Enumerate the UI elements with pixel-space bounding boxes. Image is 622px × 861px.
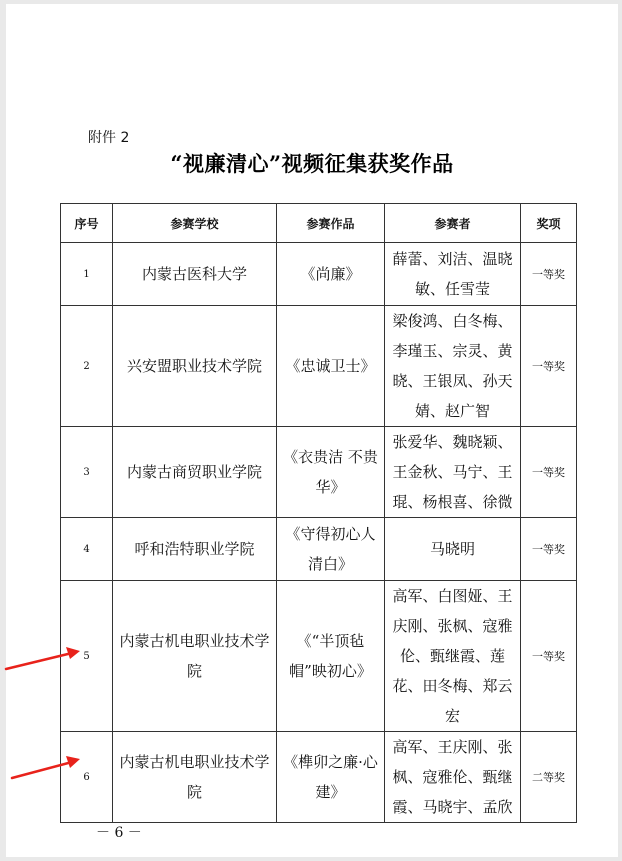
row-school: 内蒙古商贸职业学院 — [113, 427, 277, 518]
row-school: 内蒙古医科大学 — [113, 243, 277, 306]
arrow-shape — [12, 756, 80, 778]
row-seq: 6 — [61, 732, 113, 823]
row-participants: 薛蕾、刘洁、温晓敏、任雪莹 — [385, 243, 521, 306]
header-seq: 序号 — [61, 204, 113, 243]
header-award: 奖项 — [521, 204, 577, 243]
row-school: 内蒙古机电职业技术学院 — [113, 732, 277, 823]
arrow-shape — [6, 647, 80, 669]
table-header-row — [61, 204, 577, 243]
row-award: 一等奖 — [521, 518, 577, 581]
row-award: 二等奖 — [521, 732, 577, 823]
table-row — [61, 518, 577, 581]
header-school: 参赛学校 — [113, 204, 277, 243]
page-number: － 6 － — [96, 825, 142, 841]
row-school: 呼和浩特职业学院 — [113, 518, 277, 581]
row-award: 一等奖 — [521, 581, 577, 732]
row-work: 《榫卯之廉·心建》 — [277, 732, 385, 823]
row-seq: 5 — [61, 581, 113, 732]
table-row — [61, 306, 577, 427]
table-row — [61, 243, 577, 306]
row-participants: 高军、王庆刚、张枫、寇雅伦、甄继霞、马晓宇、孟欣 — [385, 732, 521, 823]
row-work: 《守得初心人清白》 — [277, 518, 385, 581]
awards-table — [60, 203, 577, 823]
document-title: “视廉清心”视频征集获奖作品 — [170, 151, 454, 176]
table-row — [61, 427, 577, 518]
attachment-label: 附件 2 — [88, 130, 130, 146]
row-award: 一等奖 — [521, 306, 577, 427]
row-participants: 梁俊鸿、白冬梅、李瑾玉、宗灵、黄晓、王银凤、孙天婧、赵广智 — [385, 306, 521, 427]
row-participants: 马晓明 — [385, 518, 521, 581]
row-school: 兴安盟职业技术学院 — [113, 306, 277, 427]
table-row — [61, 732, 577, 823]
row-seq: 3 — [61, 427, 113, 518]
header-participants: 参赛者 — [385, 204, 521, 243]
document-page — [6, 4, 618, 857]
red-arrow-icon — [0, 752, 90, 782]
row-seq: 2 — [61, 306, 113, 427]
table-row — [61, 581, 577, 732]
red-arrow-icon — [0, 643, 90, 673]
row-seq: 4 — [61, 518, 113, 581]
row-award: 一等奖 — [521, 243, 577, 306]
row-seq: 1 — [61, 243, 113, 306]
header-work: 参赛作品 — [277, 204, 385, 243]
row-participants: 张爱华、魏晓颖、王金秋、马宁、王琨、杨根喜、徐微 — [385, 427, 521, 518]
row-award: 一等奖 — [521, 427, 577, 518]
row-work: 《忠诚卫士》 — [277, 306, 385, 427]
row-work: 《尚廉》 — [277, 243, 385, 306]
row-work: 《“半顶毡帽”映初心》 — [277, 581, 385, 732]
row-participants: 高军、白图娅、王庆刚、张枫、寇雅伦、甄继霞、莲花、田冬梅、郑云宏 — [385, 581, 521, 732]
row-work: 《衣贵洁 不贵华》 — [277, 427, 385, 518]
row-school: 内蒙古机电职业技术学院 — [113, 581, 277, 732]
